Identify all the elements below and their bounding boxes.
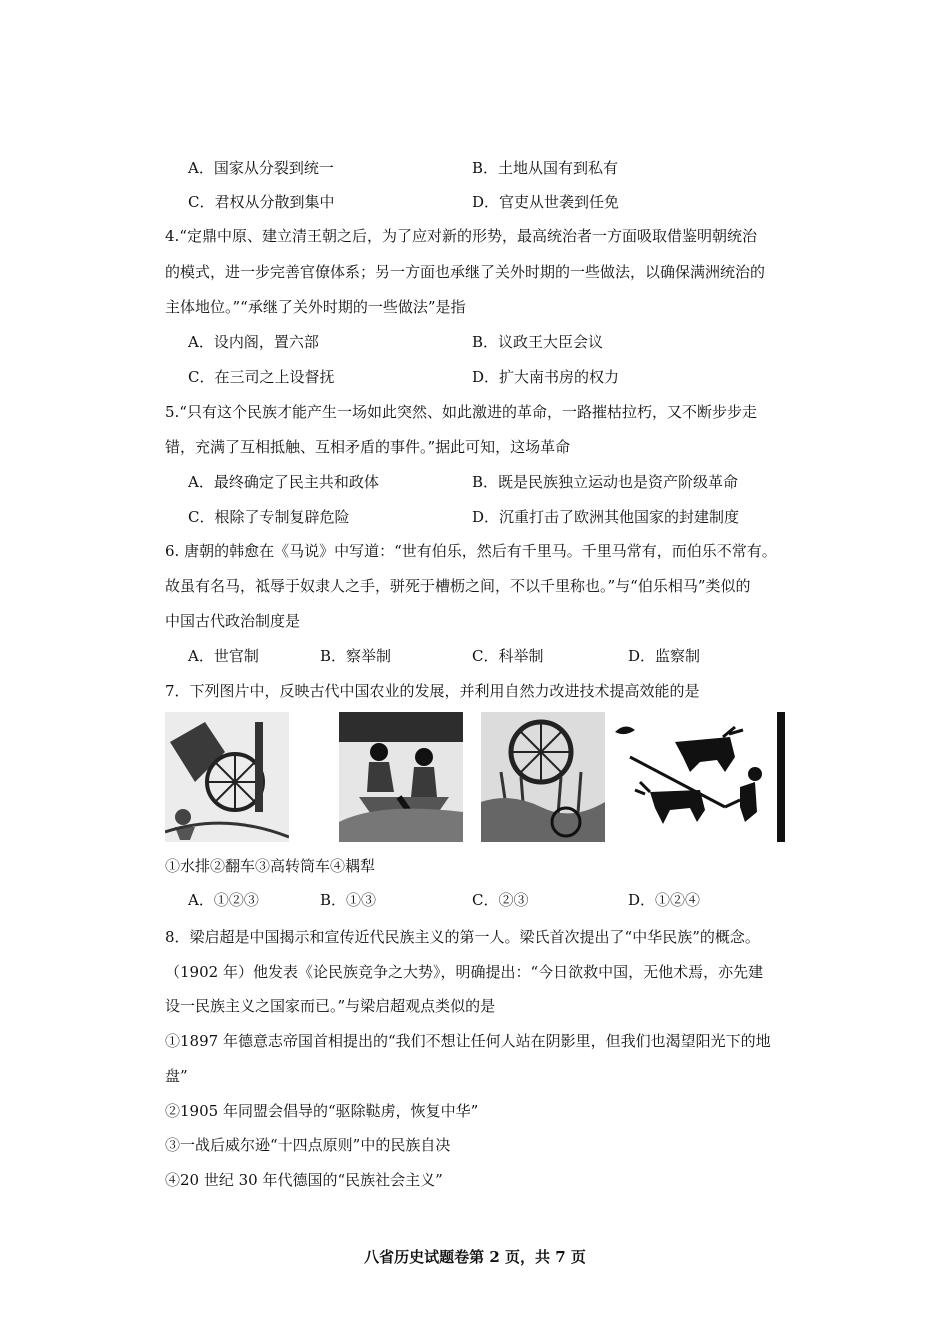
- q8-item-2: ②1905 年同盟会倡导的“驱除鞑虏，恢复中华”: [165, 1102, 479, 1120]
- q5-stem-line-1: 5.“只有这个民族才能产生一场如此突然、如此激进的革命，一路摧枯拉朽，又不断步步走: [165, 403, 757, 421]
- q4-stem-line-2: 的模式，进一步完善官僚体系；另一方面也承继了关外时期的一些做法，以确保满洲统治的: [165, 263, 766, 281]
- q5-option-a: A．最终确定了民主共和政体: [188, 473, 379, 491]
- high-lift-tube-wheel-illustration: [481, 712, 605, 842]
- q7-image-strip: [165, 712, 785, 842]
- q7-option-c: C．②③: [472, 891, 529, 909]
- q8-item-3: ③一战后威尔逊“十四点原则”中的民族自决: [165, 1136, 451, 1154]
- q3-option-c: C．君权从分散到集中: [188, 193, 335, 211]
- q5-option-c: C．根除了专制复辟危险: [188, 508, 350, 526]
- square-pallet-chain-pump-illustration: [339, 712, 463, 842]
- q4-option-b: B．议政王大臣会议: [472, 333, 604, 351]
- ox-plough-illustration: [605, 712, 785, 842]
- q4-option-a: A．设内阁，置六部: [188, 333, 319, 351]
- q6-option-c: C．科举制: [472, 647, 544, 665]
- q6-stem-line-2: 故虽有名马，祗辱于奴隶人之手，骈死于槽枥之间，不以千里称也。”与“伯乐相马”类似的: [165, 577, 751, 595]
- q7-option-b: B．①③: [320, 891, 377, 909]
- q8-item-1-line-2: 盘”: [165, 1067, 188, 1085]
- q3-option-a: A．国家从分裂到统一: [188, 159, 334, 177]
- q4-stem-line-1: 4.“定鼎中原、建立清王朝之后，为了应对新的形势，最高统治者一方面吸取借鉴明朝统治: [165, 227, 757, 245]
- q6-stem-line-1: 6. 唐朝的韩愈在《马说》中写道：“世有伯乐，然后有千里马。千里马常有，而伯乐不常有。: [165, 542, 777, 560]
- q7-option-d: D．①②④: [628, 891, 701, 909]
- q5-option-d: D．沉重打击了欧洲其他国家的封建制度: [472, 508, 740, 526]
- q8-stem-line-3: 设一民族主义之国家而已。”与梁启超观点类似的是: [165, 997, 496, 1015]
- q7-caption: ①水排②翻车③高转筒车④耦犁: [165, 857, 376, 875]
- q8-item-4: ④20 世纪 30 年代德国的“民族社会主义”: [165, 1171, 443, 1189]
- q7-option-a: A．①②③: [188, 891, 259, 909]
- q7-stem: 7．下列图片中，反映古代中国农业的发展，并利用自然力改进技术提高效能的是: [165, 682, 700, 700]
- q4-option-d: D．扩大南书房的权力: [472, 368, 620, 386]
- q6-stem-line-3: 中国古代政治制度是: [165, 612, 301, 630]
- page-footer: 八省历史试题卷第 2 页，共 7 页: [364, 1248, 586, 1266]
- q5-option-b: B．既是民族独立运动也是资产阶级革命: [472, 473, 739, 491]
- water-bellows-illustration: [165, 712, 289, 842]
- q3-option-b: B．土地从国有到私有: [472, 159, 619, 177]
- q6-option-a: A．世官制: [188, 647, 259, 665]
- q8-item-1-line-1: ①1897 年德意志帝国首相提出的“我们不想让任何人站在阴影里，但我们也渴望阳光下的地: [165, 1032, 771, 1050]
- q4-stem-line-3: 主体地位。”“承继了关外时期的一些做法”是指: [165, 298, 466, 316]
- q3-option-d: D．官吏从世袭到任免: [472, 193, 620, 211]
- q6-option-d: D．监察制: [628, 647, 701, 665]
- q8-stem-line-2: （1902 年）他发表《论民族竞争之大势》，明确提出：“今日欲救中国，无他术焉，亦先建: [165, 963, 764, 981]
- q5-stem-line-2: 错，充满了互相抵触、互相矛盾的事件。”据此可知，这场革命: [165, 438, 571, 456]
- q4-option-c: C．在三司之上设督抚: [188, 368, 335, 386]
- q6-option-b: B．察举制: [320, 647, 392, 665]
- q8-stem-line-1: 8．梁启超是中国揭示和宣传近代民族主义的第一人。梁氏首次提出了“中华民族”的概念。: [165, 928, 760, 946]
